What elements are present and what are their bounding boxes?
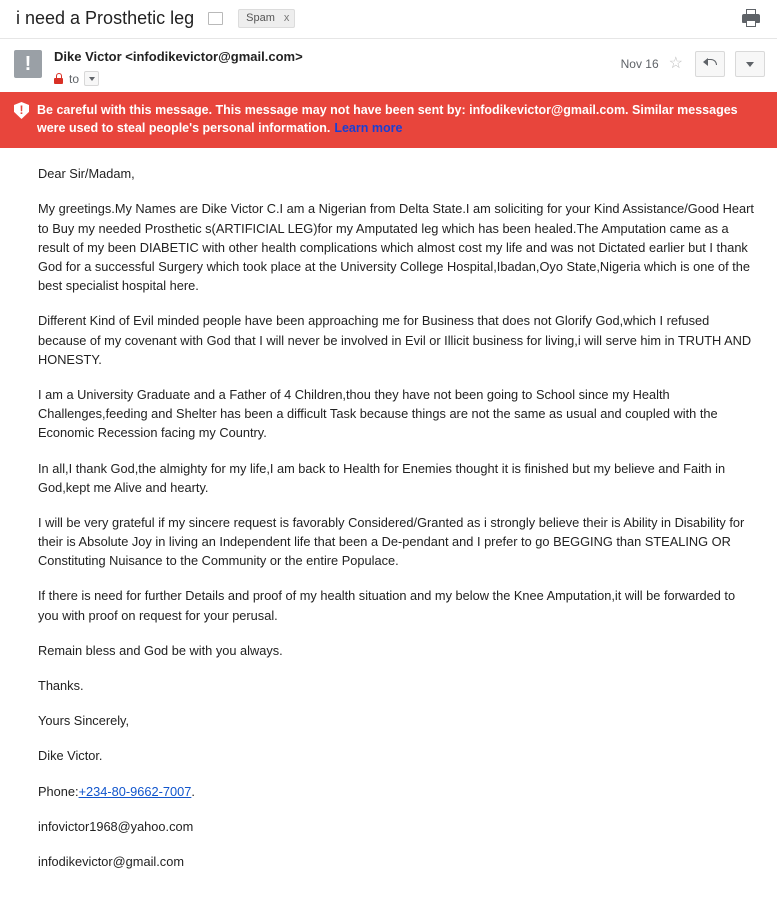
body-paragraph: I am a University Graduate and a Father of 4 Children,thou they have not been going to School since my Health Challenges,feeding and Shelter has been a difficult Task because things are not the same as usual and coupled with the Economic Recession facing my Country. — [38, 386, 718, 441]
body-greeting: Dear Sir/Madam, — [38, 166, 135, 182]
avatar: ! — [14, 50, 42, 78]
message-body — [0, 148, 777, 897]
sender-name[interactable]: Dike Victor <infodikevictor@gmail.com> — [54, 49, 303, 64]
phishing-warning-banner — [0, 92, 777, 148]
warning-text: Be careful with this message. This message may not have been sent by: infodikevictor@gmail.com. Similar messages were used to steal people's personal information. — [37, 103, 738, 136]
star-icon[interactable]: ☆ — [668, 55, 683, 72]
warning-message — [37, 101, 765, 137]
sender-block — [0, 39, 777, 92]
lock-body-shape — [54, 78, 63, 85]
reply-arrow-icon — [703, 59, 717, 69]
recipient-label: to — [69, 71, 80, 86]
phone-link[interactable]: +234-80-9662-7007 — [78, 783, 192, 799]
body-paragraph: Remain bless and God be with you always. — [38, 642, 283, 658]
signature-block — [38, 711, 757, 871]
chevron-down-icon — [89, 77, 95, 81]
message-date: Nov 16 — [620, 57, 659, 71]
spam-label-chip[interactable] — [238, 9, 295, 28]
print-icon[interactable] — [741, 8, 761, 28]
body-paragraph: Thanks. — [38, 678, 84, 693]
message-actions — [621, 51, 765, 77]
show-details-button[interactable] — [84, 71, 99, 86]
more-options-button[interactable] — [735, 51, 765, 77]
body-paragraph: My greetings.My Names are Dike Victor C.I am a Nigerian from Delta State.I am soliciting for your Kind Assistance/Good Heart to Buy my needed Prosthetic s(ARTIFICIAL LEG)for my Amputated leg which has been healed.The Amputation came as a result of my been DIABETIC with other health complications which almost cost my life and was not Dictated earlier but I thank God for a successful Surgery which took place at the University College Hospital,Ibadan,Oyo State,Nigeria which is one of the best specialist hospital here. — [38, 201, 754, 294]
printer-output-shape — [746, 20, 756, 27]
body-paragraph: I will be very grateful if my sincere request is favorably Considered/Granted as i strongly believe their is Ability in Disability for their is Absolute Joy in living an Independent life that been a De-pendant and I prefer to go BEGGING than STEALING OR Constituting Nuisance to the Community or the entire Populace. — [38, 514, 745, 569]
chevron-down-icon — [746, 62, 754, 67]
spam-label-text: Spam — [246, 11, 275, 24]
subject-header — [0, 0, 777, 38]
learn-more-link[interactable]: Learn more — [334, 121, 403, 136]
signature-name: Dike Victor. — [38, 748, 103, 764]
shield-alert-icon — [14, 102, 29, 119]
sender-details — [54, 49, 621, 86]
phone-label: Phone: — [38, 783, 79, 799]
body-paragraph: In all,I thank God,the almighty for my life,I am back to Health for Enemies thought it is finished but my believe and Faith in God,kept me Alive and hearty. — [38, 460, 726, 495]
signature-phone — [38, 782, 757, 801]
reply-button[interactable] — [695, 51, 725, 77]
signature-closing: Yours Sincerely, — [38, 713, 130, 729]
lock-icon — [54, 73, 63, 84]
body-paragraph: Different Kind of Evil minded people have been approaching me for Business that does not Glorify God,which I refused because of my covenant with God that I will never be involved in Evil or Illicit business for living,i will serve him in TRUTH AND HONESTY. — [38, 313, 752, 367]
signature-email-1: infovictor1968@yahoo.com — [38, 818, 194, 834]
signature-email-2: infodikevictor@gmail.com — [38, 853, 184, 869]
remove-spam-label-icon[interactable]: x — [283, 11, 290, 24]
phone-suffix: . — [191, 783, 195, 799]
body-paragraph: If there is need for further Details and proof of my health situation and my below the Knee Amputation,it will be forwarded to you with proof on request for your perusal. — [38, 588, 736, 623]
recipient-line — [54, 71, 621, 86]
page-title: i need a Prosthetic leg — [16, 7, 195, 28]
label-icon — [208, 12, 223, 25]
